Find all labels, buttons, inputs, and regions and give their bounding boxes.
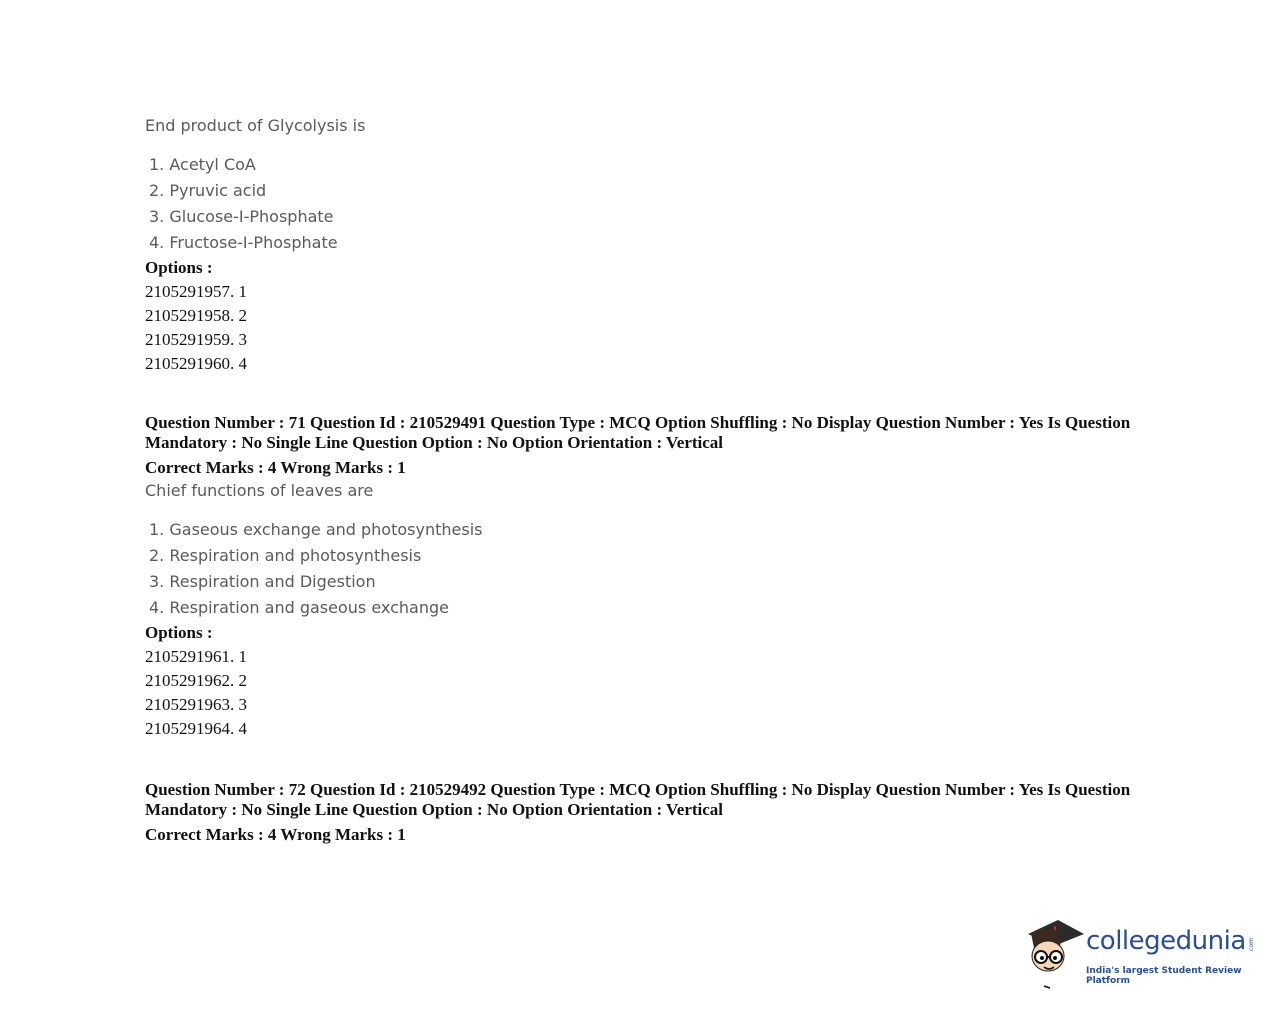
question-text: Chief functions of leaves are bbox=[145, 481, 374, 500]
options-label: Options : bbox=[145, 258, 213, 277]
option-id: 2105291964. 4 bbox=[145, 719, 247, 738]
option-id: 2105291958. 2 bbox=[145, 306, 247, 325]
question-72 bbox=[145, 780, 1165, 848]
question-meta bbox=[145, 413, 1165, 453]
graduate-mascot-icon bbox=[1024, 916, 1086, 990]
option-id: 2105291961. 1 bbox=[145, 647, 247, 666]
question-text: End product of Glycolysis is bbox=[145, 116, 366, 135]
question-meta-line: Mandatory : No Single Line Question Option : No Option Orientation : Vertical bbox=[145, 433, 724, 452]
choice-item: 1. Gaseous exchange and photosynthesis bbox=[149, 520, 483, 539]
question-meta bbox=[145, 780, 1165, 820]
choice-item: 2. Pyruvic acid bbox=[149, 181, 267, 200]
collegedunia-logo bbox=[1024, 916, 1260, 990]
choice-item: 2. Respiration and photosynthesis bbox=[149, 546, 422, 565]
option-id-list bbox=[145, 280, 1165, 376]
choice-item: 3. Glucose-I-Phosphate bbox=[149, 207, 334, 226]
logo-com: .com bbox=[1248, 938, 1255, 953]
choice-item: 1. Acetyl CoA bbox=[149, 155, 256, 174]
option-id: 2105291957. 1 bbox=[145, 282, 247, 301]
question-marks: Correct Marks : 4 Wrong Marks : 1 bbox=[145, 825, 406, 844]
option-id: 2105291963. 3 bbox=[145, 695, 247, 714]
option-id-list bbox=[145, 645, 1165, 741]
choice-item: 4. Respiration and gaseous exchange bbox=[149, 598, 449, 617]
choice-list bbox=[145, 517, 1165, 621]
question-marks: Correct Marks : 4 Wrong Marks : 1 bbox=[145, 458, 406, 477]
option-id: 2105291959. 3 bbox=[145, 330, 247, 349]
logo-tagline: India's largest Student Review Platform bbox=[1086, 966, 1242, 986]
question-meta-line: Question Number : 72 Question Id : 210529492 Question Type : MCQ Option Shuffling : No Display Question Number : Yes Is Question bbox=[145, 780, 1131, 799]
option-id: 2105291960. 4 bbox=[145, 354, 247, 373]
question-70 bbox=[145, 116, 1165, 376]
choice-item: 3. Respiration and Digestion bbox=[149, 572, 376, 591]
choice-list bbox=[145, 152, 1165, 256]
question-meta-line: Mandatory : No Single Line Question Option : No Option Orientation : Vertical bbox=[145, 800, 724, 819]
question-71 bbox=[145, 413, 1165, 741]
logo-brand: collegedunia bbox=[1086, 926, 1246, 956]
option-id: 2105291962. 2 bbox=[145, 671, 247, 690]
choice-item: 4. Fructose-I-Phosphate bbox=[149, 233, 338, 252]
options-label: Options : bbox=[145, 623, 213, 642]
question-meta-line: Question Number : 71 Question Id : 210529491 Question Type : MCQ Option Shuffling : No Display Question Number : Yes Is Question bbox=[145, 413, 1131, 432]
